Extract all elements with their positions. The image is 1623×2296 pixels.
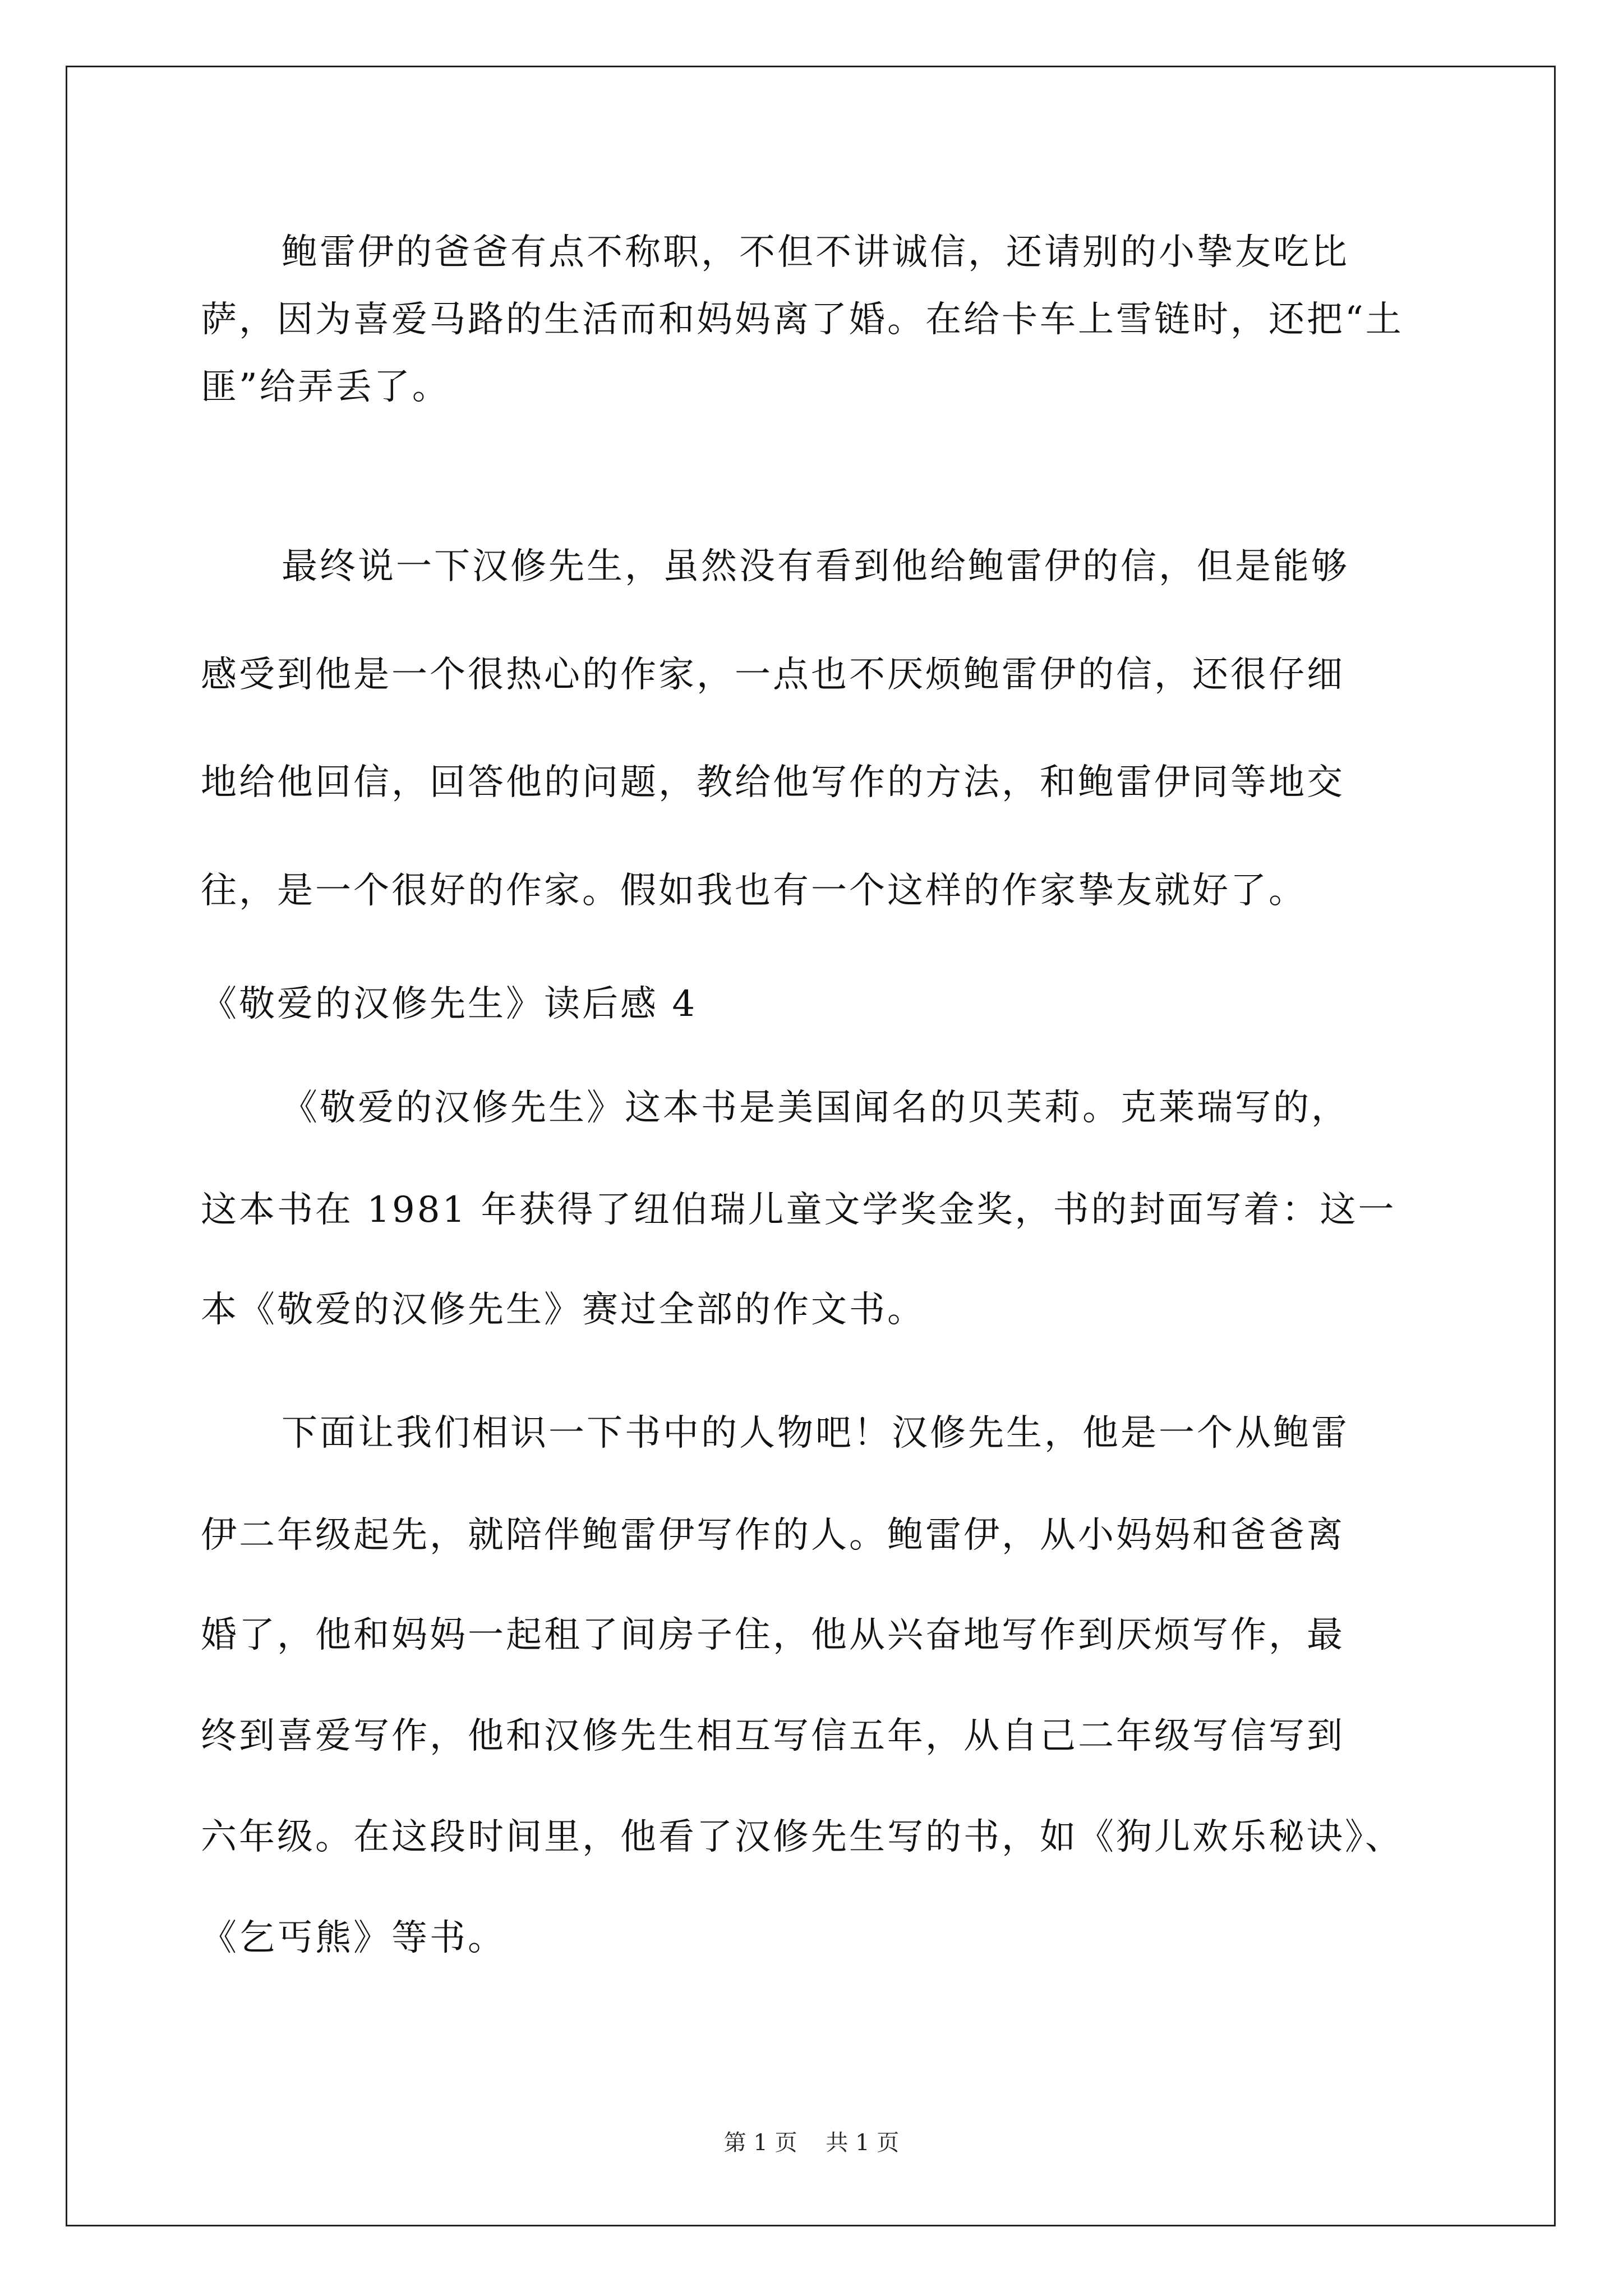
text-line: 鲍雷伊的爸爸有点不称职，不但不讲诚信，还请别的小挚友吃比 — [282, 232, 1349, 273]
text-line: 《乞丐熊》等书。 — [201, 1917, 506, 1959]
text-line: 《敬爱的汉修先生》这本书是美国闻名的贝芙莉。克莱瑞写的， — [282, 1087, 1349, 1129]
text-line: 这本书在 1981 年获得了纽伯瑞儿童文学奖金奖，书的封面写着：这一 — [201, 1189, 1396, 1231]
text-line: 往，是一个很好的作家。假如我也有一个这样的作家挚友就好了。 — [201, 870, 1307, 912]
text-line: 终到喜爱写作，他和汉修先生相互写信五年，从自己二年级写信写到 — [201, 1715, 1345, 1757]
text-line: 匪”给弄丢了。 — [201, 366, 450, 408]
text-line: 本《敬爱的汉修先生》赛过全部的作文书。 — [201, 1289, 925, 1331]
text-line: 伊二年级起先，就陪伴鲍雷伊写作的人。鲍雷伊，从小妈妈和爸爸离 — [201, 1515, 1345, 1556]
section-heading: 《敬爱的汉修先生》读后感 4 — [201, 983, 698, 1025]
text-line: 萨，因为喜爱马路的生活而和妈妈离了婚。在给卡车上雪链时，还把“土 — [201, 299, 1404, 341]
text-line: 感受到他是一个很热心的作家，一点也不厌烦鲍雷伊的信，还很仔细 — [201, 654, 1345, 696]
text-line: 下面让我们相识一下书中的人物吧！汉修先生，他是一个从鲍雷 — [282, 1412, 1349, 1454]
text-line: 婚了，他和妈妈一起租了间房子住，他从兴奋地写作到厌烦写作，最 — [201, 1614, 1345, 1656]
page-number-footer: 第 1 页 共 1 页 — [723, 2130, 900, 2156]
text-line: 地给他回信，回答他的问题，教给他写作的方法，和鲍雷伊同等地交 — [201, 762, 1345, 803]
text-line: 最终说一下汉修先生，虽然没有看到他给鲍雷伊的信，但是能够 — [282, 546, 1349, 587]
text-line: 六年级。在这段时间里，他看了汉修先生写的书，如《狗儿欢乐秘诀》、 — [201, 1816, 1403, 1858]
